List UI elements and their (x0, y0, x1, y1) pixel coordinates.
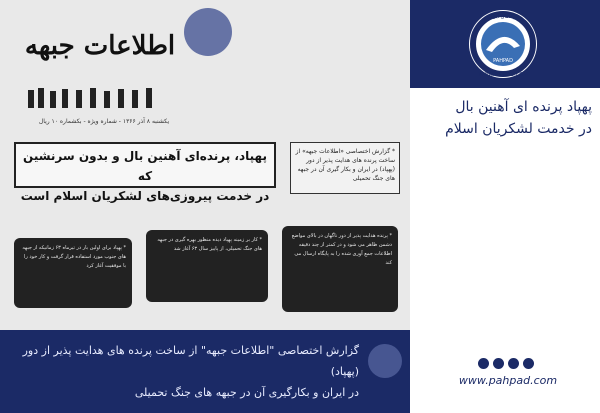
page-title (420, 96, 592, 140)
caption-line-2: در ایران و بکارگیری آن در جبهه های جنگ تحمیلی (134, 386, 359, 399)
logo-url-text: WWW.PAHPAD.COM (478, 72, 528, 78)
newspaper-box-3: * پرنده هدایت پذیر از دور ناگهان در بالای مواضع دشمن ظاهر می شود و در کمتر از چند دقیقه اطلاعات جمع آوری شده را به پایگاه ارسال می کند (282, 226, 398, 312)
site-url[interactable]: www.pahpad.com (458, 374, 558, 387)
decorative-circle (184, 8, 232, 56)
social-links (478, 358, 534, 369)
newspaper-date: یکشنبه ۸ آذر ۱۳۶۶ - شماره ویژه - بکشماره ۱۰ ریال (38, 118, 170, 125)
headline-line-1: پهپاد، پرنده‌ای آهنین بال و بدون سرنشین که (23, 149, 267, 183)
newspaper-headline (14, 142, 276, 203)
newspaper-intro-box: * گزارش اختصاصی «اطلاعات جبهه» از ساخت پرنده های هدایت پذیر از دور (پهپاد) در ایران و بکار گیری آن در جبهه های جنگ تحمیلی (290, 142, 400, 194)
newspaper-box-2: * کار بر زمینه پهپاد دیده منظور بهره گیری در جبهه های جنگ تحمیلی، از پاییز سال ۶۳ آغاز شد (146, 230, 268, 302)
caption-text (14, 340, 359, 403)
masthead-text: اطلاعات جبهه (24, 31, 176, 61)
instagram-icon[interactable] (508, 358, 519, 369)
caption-line-1: گزارش اختصاصی "اطلاعات جبهه" از ساخت پرنده های هدایت پذیر از دور (پهپاد) (22, 344, 359, 378)
logo-top-text: PAHPAD (493, 58, 513, 64)
logo-fa-text: پهپادهای ایران (488, 14, 518, 20)
twitter-icon[interactable] (523, 358, 534, 369)
telegram-icon[interactable] (493, 358, 504, 369)
title-line-2: در خدمت لشکریان اسلام (445, 121, 592, 137)
newspaper-box-1: * پهپاد برای اولین بار در تیرماه ۶۳ زمانیکه از جبهه های جنوب مورد استفاده قرار گرفت و کار خود را با موفقیت آغاز کرد (14, 238, 132, 308)
decorative-circle (368, 344, 402, 378)
headline-line-2: در خدمت پیروزی‌های لشکریان اسلام است (20, 189, 270, 203)
pahpad-logo (462, 6, 544, 82)
facebook-icon[interactable] (478, 358, 489, 369)
title-line-1: پهپاد پرنده ای آهنین بال (455, 99, 592, 115)
soldiers-illustration (24, 86, 164, 108)
